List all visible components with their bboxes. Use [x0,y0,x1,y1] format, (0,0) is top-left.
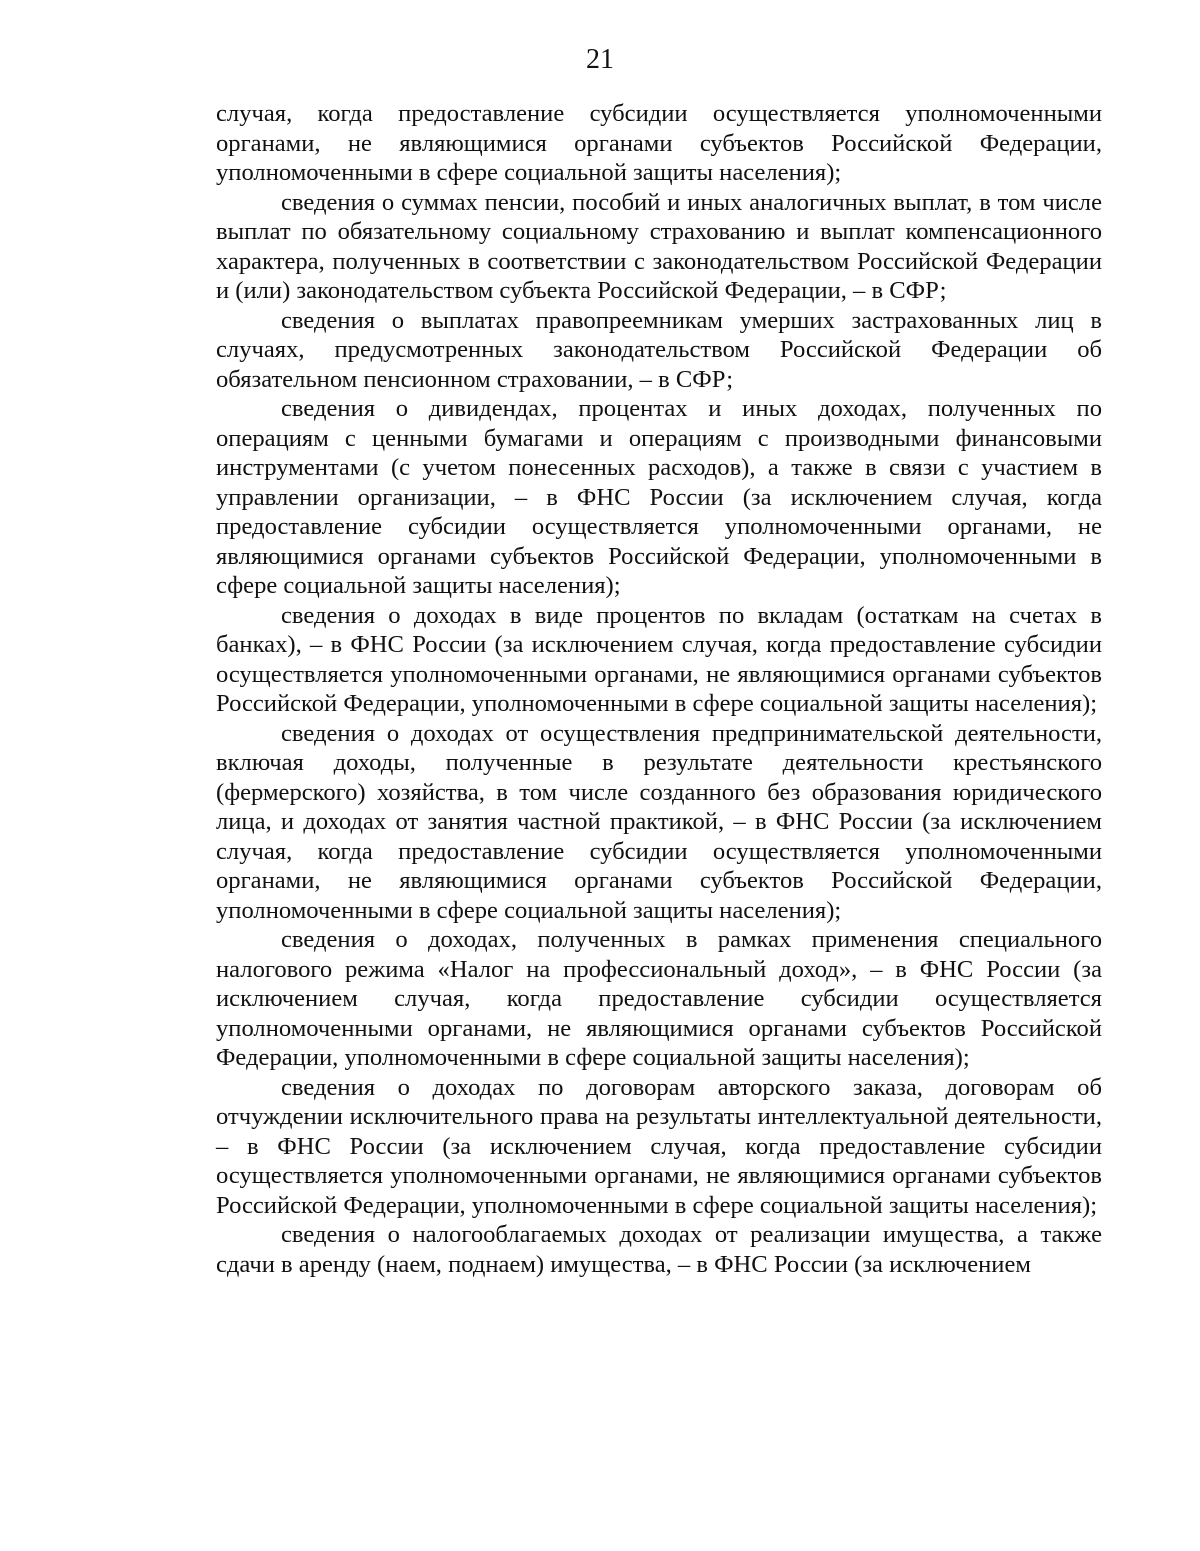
document-body [216,99,1102,1279]
paragraph: сведения о доходах от осуществления предпринимательской деятельности, включая доходы, полученные в результате деятельности крестьянского (фермерского) хозяйства, в том числе созданного без образования юридического лица, и доходах от занятия частной практикой, – в ФНС России (за исключением случая, когда предоставление субсидии осуществляется уполномоченными органами, не являющимися органами субъектов Российской Федерации, уполномоченными в сфере социальной защиты населения); [216,719,1102,924]
paragraph: случая, когда предоставление субсидии осуществляется уполномоченными органами, не являющимися органами субъектов Российской Федерации, уполномоченными в сфере социальной защиты населения); [216,100,1102,186]
paragraph: сведения о налогооблагаемых доходах от реализации имущества, а также сдачи в аренду (наем, поднаем) имущества, – в ФНС России (за исключением [216,1221,1102,1278]
paragraph: сведения о доходах, полученных в рамках применения специального налогового режима «Налог на профессиональный доход», – в ФНС России (за исключением случая, когда предоставление субсидии осуществляется уполномоченными органами, не являющимися органами субъектов Российской Федерации, уполномоченными в сфере социальной защиты населения); [216,926,1102,1071]
paragraph: сведения о суммах пенсии, пособий и иных аналогичных выплат, в том числе выплат по обязательному социальному страхованию и выплат компенсационного характера, полученных в соответствии с законодательством Российской Федерации и (или) законодательством субъекта Российской Федерации, – в СФР; [216,188,1102,304]
paragraph: сведения о доходах по договорам авторского заказа, договорам об отчуждении исключительного права на результаты интеллектуальной деятельности, – в ФНС России (за исключением случая, когда предоставление субсидии осуществляется уполномоченными органами, не являющимися органами субъектов Российской Федерации, уполномоченными в сфере социальной защиты населения); [216,1073,1102,1219]
paragraph: сведения о выплатах правопреемникам умерших застрахованных лиц в случаях, предусмотренных законодательством Российской Федерации об обязательном пенсионном страховании, – в СФР; [216,306,1102,393]
paragraph: сведения о доходах в виде процентов по вкладам (остаткам на счетах в банках), – в ФНС России (за исключением случая, когда предоставление субсидии осуществляется уполномоченными органами, не являющимися органами субъектов Российской Федерации, уполномоченными в сфере социальной защиты населения); [216,601,1102,717]
paragraph: сведения о дивидендах, процентах и иных доходах, полученных по операциям с ценными бумагами и операциям с производными финансовыми инструментами (с учетом понесенных расходов), а также в связи с участием в управлении организации, – в ФНС России (за исключением случая, когда предоставление субсидии осуществляется уполномоченными органами, не являющимися органами субъектов Российской Федерации, уполномоченными в сфере социальной защиты населения); [216,395,1102,599]
page-number: 21 [586,44,614,75]
